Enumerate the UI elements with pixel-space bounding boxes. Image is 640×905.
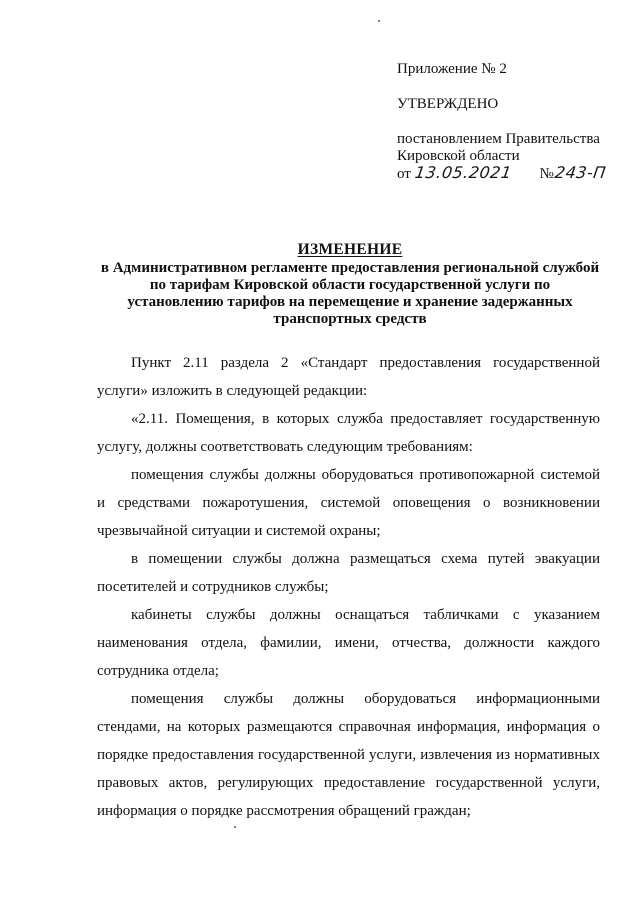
paragraph: кабинеты службы должны оснащаться табличками с указанием наименования отдела, фамилии, имени, отчества, должности каждого сотрудника отдела;: [97, 607, 600, 679]
subtitle-line: по тарифам Кировской области государственной услуги по: [149, 277, 551, 293]
from-label: от: [397, 166, 411, 182]
paragraph: помещения службы должны оборудоваться противопожарной системой и средствами пожаротушения, системой оповещения о возникновении чрезвычайной ситуации и системой охраны;: [97, 467, 600, 539]
document-subtitle: [85, 260, 615, 328]
subtitle-line: установлению тарифов на перемещение и хранение задержанных: [127, 294, 573, 310]
handwritten-date: 13.05.2021: [413, 163, 513, 182]
document-body: [97, 349, 600, 825]
appendix-label: Приложение № 2: [397, 61, 507, 77]
paragraph: Пункт 2.11 раздела 2 «Стандарт предоставления государственной услуги» изложить в следующей редакции:: [97, 355, 600, 399]
scan-speck: [234, 826, 236, 828]
subtitle-line: в Административном регламенте предоставления региональной службой: [100, 260, 600, 276]
handwritten-number: 243-П: [553, 163, 608, 182]
number-label: №: [539, 166, 554, 182]
decree-date-number-line: [397, 164, 606, 183]
paragraph: в помещении службы должна размещаться схема путей эвакуации посетителей и сотрудников службы;: [97, 551, 600, 595]
paragraph: помещения службы должны оборудоваться информационными стендами, на которых размещаются справочная информация, информация о порядке предоставления государственной услуги, извлечения из нормативных правовых актов, регулирующих предоставление государственной услуги, информация о порядке рассмотрения обращений граждан;: [97, 691, 600, 819]
document-title: ИЗМЕНЕНИЕ: [297, 241, 403, 258]
decree-line-2: Кировской области: [397, 148, 520, 164]
scan-speck: [378, 20, 380, 22]
decree-line-1: постановлением Правительства: [397, 131, 600, 147]
approved-label: УТВЕРЖДЕНО: [397, 96, 499, 112]
subtitle-line: транспортных средств: [273, 311, 427, 327]
paragraph: «2.11. Помещения, в которых служба предоставляет государственную услугу, должны соответствовать следующим требованиям:: [97, 411, 600, 455]
